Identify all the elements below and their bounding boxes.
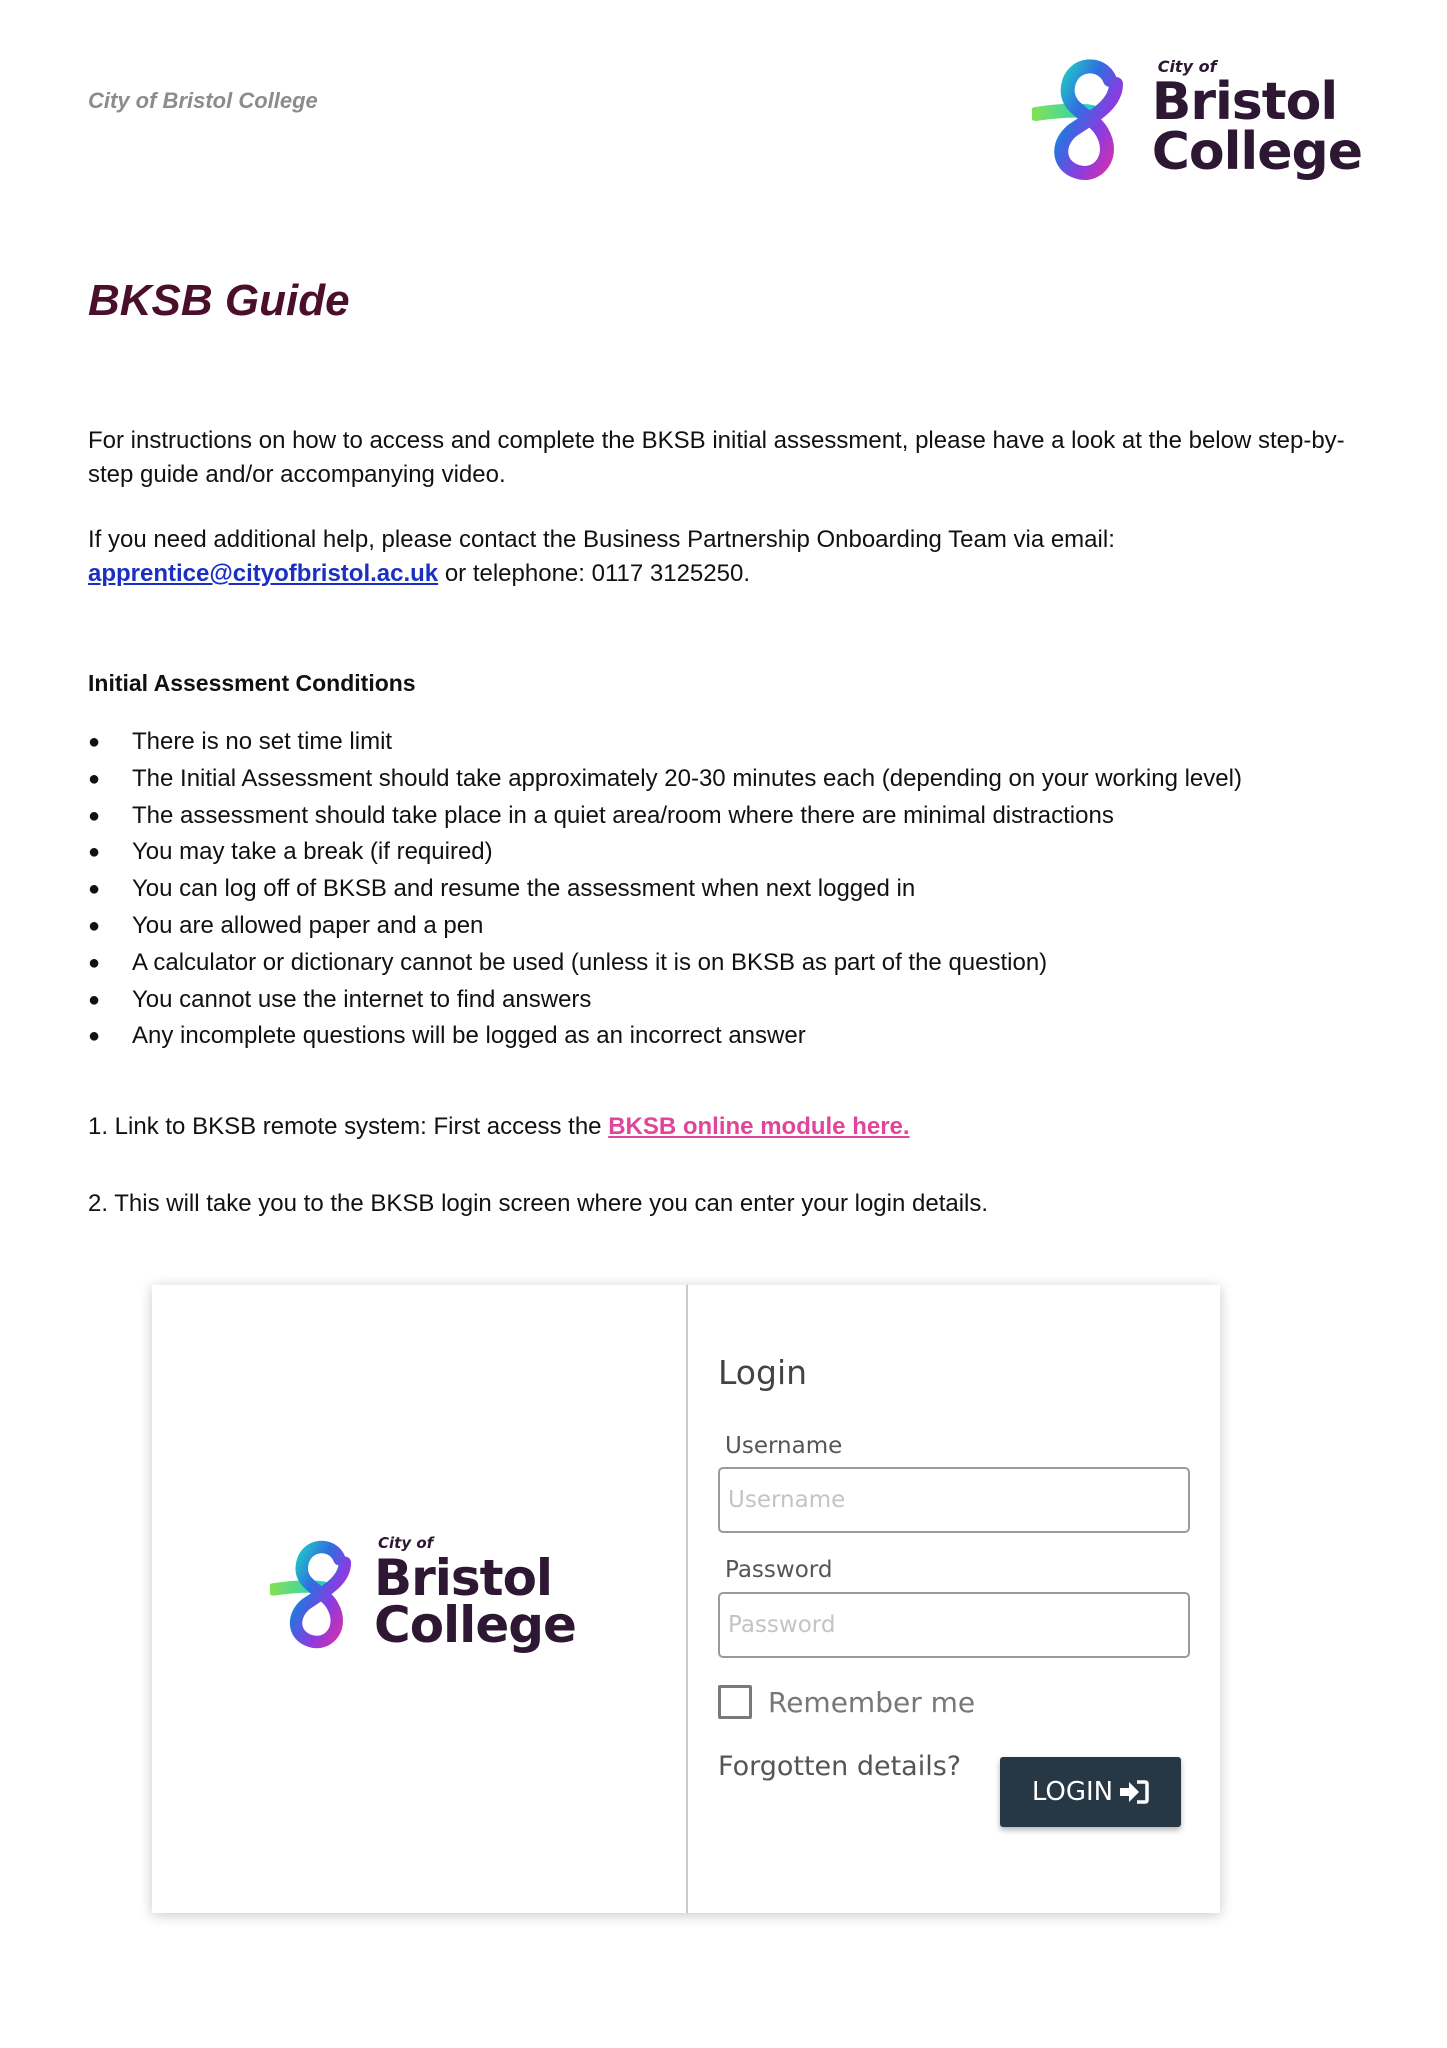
college-logo-mark-icon	[1032, 52, 1142, 184]
bksb-module-link[interactable]: BKSB online module here.	[608, 1113, 910, 1140]
list-item-text: You can log off of BKSB and resume the assessment when next logged in	[132, 875, 916, 903]
login-logo-city-of: City of	[378, 1534, 434, 1553]
list-item-text: The assessment should take place in a quiet area/room where there are minimal distractions	[132, 801, 1114, 829]
step-2: 2. This will take you to the BKSB login screen where you can enter your login details.	[88, 1190, 989, 1217]
page-title: BKSB Guide	[88, 276, 350, 325]
bullet-icon: ●	[88, 878, 101, 901]
intro-paragraph: For instructions on how to access and complete the BKSB initial assessment, please have a look at the below step-by-step guide and/or accompanying video.	[88, 427, 1345, 488]
login-button[interactable]	[1000, 1757, 1181, 1827]
sign-in-icon	[1119, 1779, 1149, 1805]
bullet-icon: ●	[88, 951, 101, 974]
list-item	[88, 724, 1388, 761]
remember-me[interactable]	[718, 1685, 975, 1719]
list-item	[88, 834, 1388, 871]
list-item-text: You cannot use the internet to find answers	[132, 985, 592, 1013]
remember-me-label: Remember me	[768, 1685, 976, 1719]
help-text-suffix: or telephone: 0117 3125250.	[438, 560, 750, 587]
login-logo-bristol: Bristol	[374, 1548, 553, 1607]
login-title: Login	[718, 1353, 808, 1392]
list-item	[88, 908, 1388, 945]
list-item-text: The Initial Assessment should take approximately 20-30 minutes each (depending on your working level)	[132, 764, 1242, 792]
list-item-text: A calculator or dictionary cannot be used (unless it is on BKSB as part of the question)	[132, 948, 1048, 976]
card-divider	[686, 1285, 688, 1913]
bullet-icon: ●	[88, 841, 101, 864]
list-item	[88, 761, 1388, 798]
header-college-name: City of Bristol College	[88, 88, 318, 113]
login-form	[718, 1285, 1198, 1913]
bullet-icon: ●	[88, 914, 101, 937]
list-item	[88, 982, 1388, 1019]
step-1-text: 1. Link to BKSB remote system: First access the	[88, 1113, 609, 1140]
login-logo-college: College	[374, 1596, 576, 1655]
college-logo	[1032, 52, 1362, 184]
step-1	[88, 1110, 910, 1144]
logo-bristol: Bristol	[1151, 72, 1338, 133]
list-item	[88, 945, 1388, 982]
list-item-text: You are allowed paper and a pen	[132, 911, 484, 939]
bullet-icon: ●	[88, 767, 101, 790]
help-paragraph	[88, 523, 1378, 591]
conditions-heading: Initial Assessment Conditions	[88, 670, 416, 696]
list-item	[88, 798, 1388, 835]
username-label: Username	[725, 1433, 843, 1459]
logo-college: College	[1151, 121, 1362, 182]
remember-me-checkbox[interactable]	[718, 1685, 752, 1719]
help-text-prefix: If you need additional help, please contact the Business Partnership Onboarding Team via email:	[88, 526, 1115, 553]
logo-city-of: City of	[1157, 57, 1217, 77]
password-label: Password	[725, 1557, 833, 1583]
login-button-label: LOGIN	[1031, 1777, 1114, 1807]
bullet-icon: ●	[88, 731, 101, 753]
login-logo-mark-icon	[270, 1533, 368, 1653]
bullet-icon: ●	[88, 1025, 101, 1048]
list-item-text: You may take a break (if required)	[132, 838, 493, 866]
login-screenshot	[152, 1285, 1220, 1913]
list-item-text: There is no set time limit	[132, 728, 393, 755]
bullet-icon: ●	[88, 988, 101, 1011]
list-item	[88, 1018, 1388, 1055]
forgotten-details-link[interactable]: Forgotten details?	[718, 1751, 962, 1782]
password-input[interactable]	[718, 1592, 1190, 1658]
list-item	[88, 871, 1388, 908]
email-link[interactable]: apprentice@cityofbristol.ac.uk	[88, 560, 439, 587]
login-college-logo	[270, 1533, 576, 1653]
username-input[interactable]	[718, 1467, 1190, 1533]
bullet-icon: ●	[88, 804, 101, 827]
conditions-list	[88, 724, 1388, 1055]
list-item-text: Any incomplete questions will be logged as an incorrect answer	[132, 1022, 806, 1050]
